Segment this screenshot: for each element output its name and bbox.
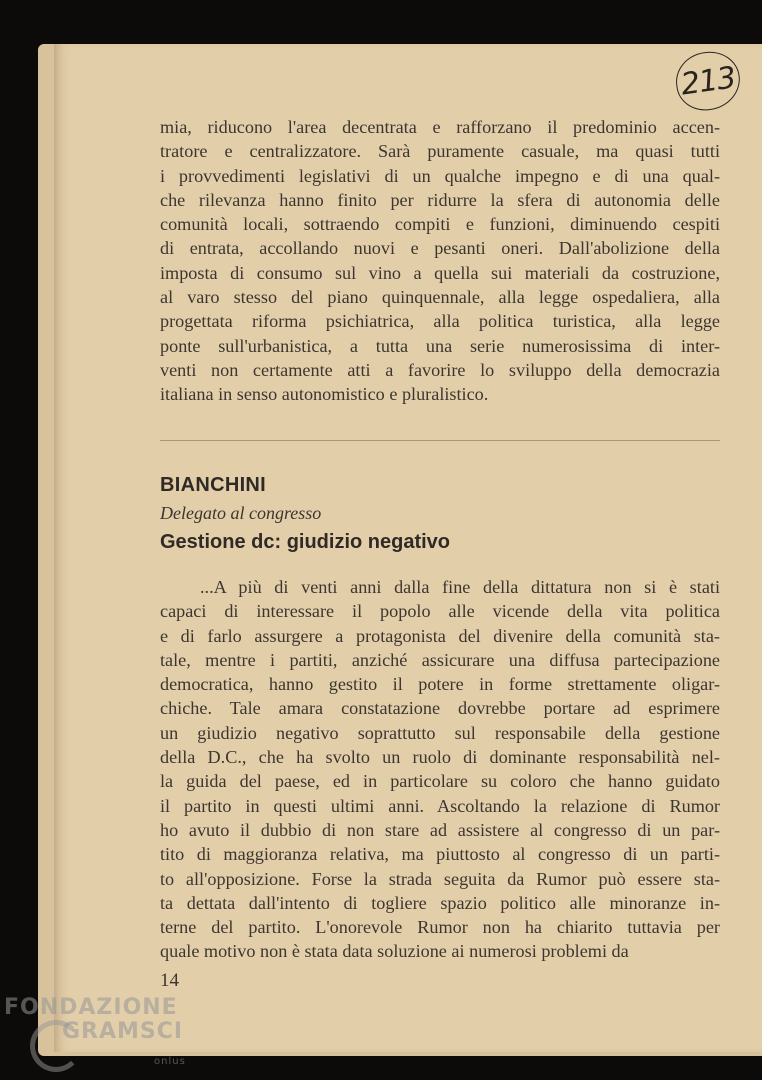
text-line: imposta di consumo sul vino a quella sui materiali da costruzione,: [160, 262, 720, 283]
speaker-name: BIANCHINI: [160, 474, 267, 496]
text-line: to all'opposizione. Forse la strada seguita da Rumor può essere sta-: [160, 868, 720, 889]
text-line: democratica, hanno gestito il potere in forme strettamente oligar-: [160, 674, 720, 695]
text-line: la guida del paese, ed in particolare su coloro che hanno guidato: [160, 771, 720, 792]
text-line: un giudizio negativo soprattutto sul responsabile della gestione: [160, 722, 720, 743]
text-line: il partito in questi ultimi anni. Ascoltando la relazione di Rumor: [160, 795, 720, 816]
text-line: di entrata, accollando nuovi e pesanti oneri. Dall'abolizione della: [160, 238, 720, 259]
intro-paragraph: [160, 115, 720, 407]
text-line: tratore e centralizzatore. Sarà puramente casuale, ma quasi tutti: [160, 141, 720, 162]
text-line: ...A più di venti anni dalla fine della dittatura non si è stati: [200, 577, 720, 597]
text-line: tale, mentre i partiti, anziché assicurare una diffusa partecipazione: [160, 649, 720, 670]
text-line: della D.C., che ha svolto un ruolo di dominante responsabilità nel-: [160, 747, 720, 768]
page-number: 14: [160, 970, 179, 991]
text-line: ponte sull'urbanistica, a tutta una serie numerosissima di inter-: [160, 335, 720, 356]
speech-paragraph: [160, 575, 720, 964]
text-line: venti non certamente atti a favorire lo sviluppo della democrazia: [160, 359, 720, 380]
text-line: tito di maggioranza relativa, ma piuttosto al congresso di un parti-: [160, 844, 720, 865]
text-line: progettata riforma psichiatrica, alla politica turistica, alla legge: [160, 311, 720, 332]
text-line: quale motivo non è stata data soluzione ai numerosi problemi da: [160, 941, 629, 962]
speech-title: Gestione dc: giudizio negativo: [160, 531, 451, 553]
text-line: ho avuto il dubbio di non stare ad assistere al congresso di un par-: [160, 819, 720, 840]
watermark-line-3: onlus: [154, 1056, 186, 1067]
text-line: ta dettata dall'intento di togliere spazio politico alle minoranze in-: [160, 892, 720, 913]
text-line: italiana in senso autonomistico e pluralistico.: [160, 384, 489, 405]
section-divider: [160, 440, 720, 441]
text-line: terne del partito. L'onorevole Rumor non ha chiarito tuttavia per: [160, 917, 720, 938]
text-line: e di farlo assurgere a protagonista del divenire della comunità sta-: [160, 625, 720, 646]
watermark-line-2: GRAMSCI: [62, 1019, 184, 1044]
watermark-line-1: FONDAZIONE: [4, 995, 178, 1020]
watermark: [4, 995, 186, 1067]
speaker-role: Delegato al congresso: [160, 503, 322, 523]
archive-number-stamp: 213: [672, 48, 743, 114]
text-line: i provvedimenti legislativi di un qualche impegno e di una qual-: [160, 165, 720, 186]
text-line: al varo stesso del piano quinquennale, alla legge ospedaliera, alla: [160, 287, 720, 308]
text-line: chiche. Tale amara constatazione dovrebbe portare ad esprimere: [160, 698, 720, 719]
text-line: capaci di interessare il popolo alle vicende della vita politica: [160, 601, 720, 622]
text-line: che rilevanza hanno finito per ridurre la sfera di autonomia delle: [160, 189, 720, 210]
text-line: comunità locali, sottraendo compiti e funzioni, diminuendo cespiti: [160, 214, 720, 235]
text-line: mia, riducono l'area decentrata e rafforzano il predominio accen-: [160, 117, 720, 137]
